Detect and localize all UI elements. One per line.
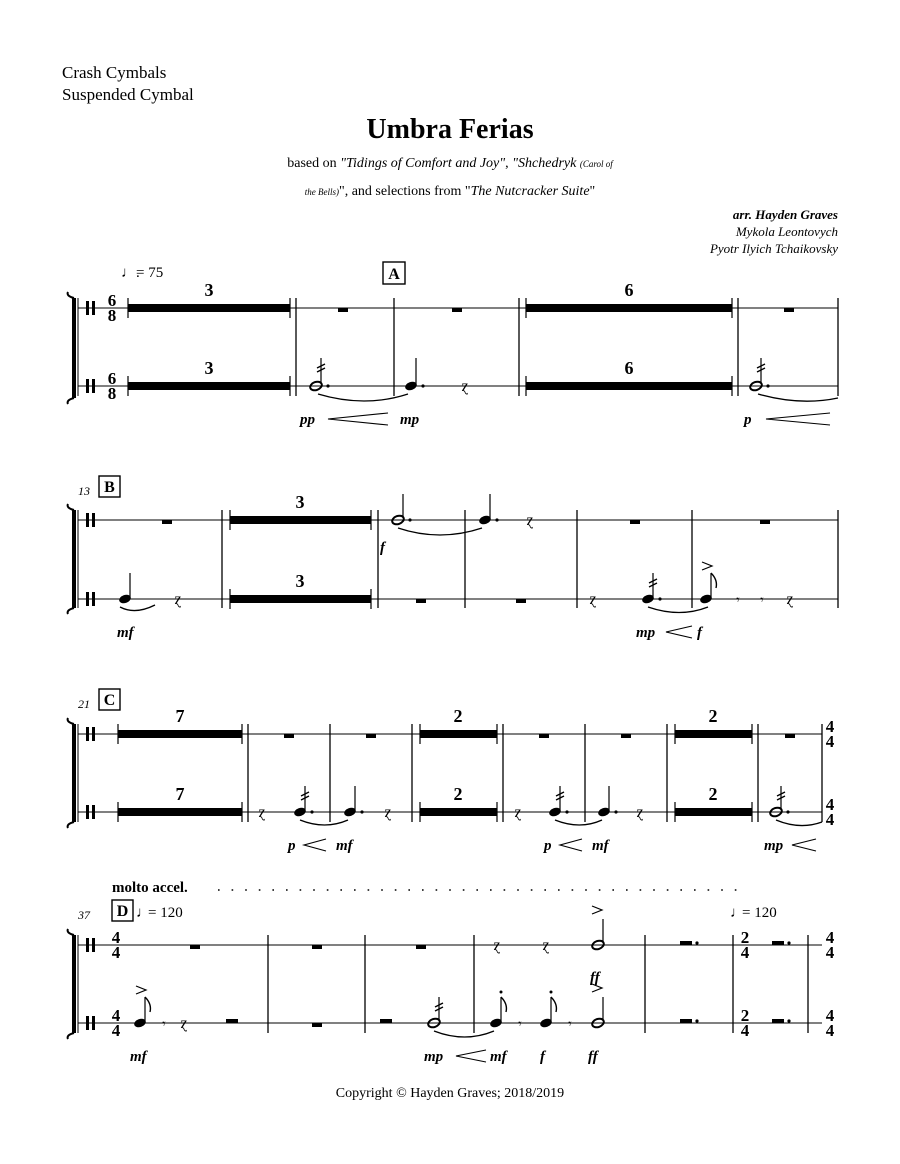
copyright: Copyright © Hayden Graves; 2018/2019: [335, 1086, 565, 1101]
svg-text:ɀ: ɀ: [174, 591, 182, 608]
svg-text:𝄾: 𝄾: [568, 1016, 572, 1031]
multirest-count: 2: [708, 784, 718, 804]
multirest-count: 2: [708, 706, 718, 726]
subtitle-piece-2-note-b: the Bells): [304, 187, 339, 197]
time-sig-num: 6: [107, 291, 117, 310]
multirest-count: 3: [204, 280, 214, 300]
time-sig-den: 8: [107, 306, 117, 325]
dynamic: mf: [130, 1049, 147, 1065]
time-sig-den: 4: [825, 732, 835, 751]
time-sig-den: 4: [111, 1021, 121, 1040]
measure-number: 13: [78, 484, 90, 498]
tempo-marking-3: = 120: [742, 905, 777, 921]
multirest-count: 3: [295, 492, 305, 512]
multirest-count: 3: [295, 571, 305, 591]
dynamic: mf: [117, 625, 134, 641]
system-2: [68, 476, 838, 641]
measure-number: 21: [78, 697, 90, 711]
subtitle-text-2: ,: [505, 156, 513, 171]
tempo-note-icon: ♩: [136, 905, 151, 921]
tempo-marking-1: = 75: [136, 265, 164, 281]
time-sig-num: 4: [825, 1006, 835, 1025]
dynamic: ff: [590, 970, 600, 986]
time-sig-den: 4: [740, 1021, 750, 1040]
tempo-note-icon: ♩: [730, 905, 745, 921]
time-sig-den: 4: [740, 943, 750, 962]
system-1: [68, 262, 838, 428]
dynamic: mp: [400, 412, 420, 428]
subtitle-piece-2: "Shchedryk: [512, 156, 580, 171]
subtitle-text-3: ", and selections from ": [338, 184, 471, 199]
dynamic: f: [540, 1049, 545, 1065]
multirest-count: 7: [175, 784, 185, 804]
multirest-count: 2: [453, 706, 463, 726]
dynamic: p: [544, 838, 552, 854]
time-sig-num: 4: [111, 1006, 121, 1025]
svg-text:ɀ: ɀ: [493, 937, 501, 954]
arranger: arr. Hayden Graves: [732, 207, 838, 222]
multirest-count: 2: [453, 784, 463, 804]
dynamic: mp: [636, 625, 656, 641]
subtitle-piece-3: The Nutcracker Suite: [470, 184, 590, 199]
svg-text:𝄾: 𝄾: [760, 592, 764, 607]
instrument-name-2: Suspended Cymbal: [62, 85, 194, 104]
time-sig-num: 4: [111, 928, 121, 947]
dynamic: pp: [300, 412, 315, 428]
rehearsal-mark-b: [99, 476, 120, 497]
multirest-bar: [128, 382, 290, 390]
svg-text:ɀ: ɀ: [514, 804, 522, 821]
rehearsal-mark-c-label: C: [103, 692, 116, 709]
dynamic: ff: [588, 1049, 598, 1065]
dynamic: mf: [490, 1049, 507, 1065]
svg-text:ɀ: ɀ: [526, 512, 534, 529]
crescendo-hairpin: [766, 413, 830, 425]
time-sig-den: 8: [107, 384, 117, 403]
time-sig-num: 4: [825, 717, 835, 736]
multirest-count: 6: [624, 280, 634, 300]
rehearsal-mark-b-label: B: [104, 479, 115, 496]
svg-text:ɀ: ɀ: [589, 591, 597, 608]
time-sig-den: 4: [825, 810, 835, 829]
time-sig-num: 4: [825, 795, 835, 814]
svg-text:𝄾: 𝄾: [736, 592, 740, 607]
subtitle-piece-1: "Tidings of Comfort and Joy": [340, 156, 506, 171]
measure-number: 37: [78, 908, 90, 922]
dynamic: mf: [592, 838, 609, 854]
subtitle-text-1: based on: [287, 156, 341, 171]
dynamic: mf: [336, 838, 353, 854]
time-sig-num: 2: [740, 1006, 750, 1025]
svg-text:ɀ: ɀ: [384, 804, 392, 821]
svg-text:𝄾: 𝄾: [162, 1016, 166, 1031]
subtitle-piece-2-note-a: (Carol of: [579, 159, 613, 169]
quarter-rest: ɀ: [461, 378, 469, 395]
svg-text:ɀ: ɀ: [542, 937, 550, 954]
instrument-name-1: Crash Cymbals: [62, 63, 167, 82]
dynamic: f: [380, 540, 385, 556]
rehearsal-mark-a: [383, 262, 405, 284]
time-sig-num: 2: [740, 928, 750, 947]
time-sig-den: 4: [825, 1021, 835, 1040]
tempo-text: molto accel.: [112, 880, 188, 896]
multirest-count: 3: [204, 358, 214, 378]
time-sig-den: 4: [825, 943, 835, 962]
subtitle-text-4: ": [589, 184, 596, 199]
dynamic: mp: [424, 1049, 444, 1065]
system-4: [68, 880, 835, 1065]
system-3: [68, 689, 835, 854]
dynamic: mp: [764, 838, 784, 854]
dynamic: p: [744, 412, 752, 428]
svg-text:ɀ: ɀ: [180, 1015, 188, 1032]
crescendo-hairpin: [328, 413, 388, 425]
multirest-bar: [526, 304, 732, 312]
svg-text:ɀ: ɀ: [786, 591, 794, 608]
page-title: Umbra Ferias: [366, 114, 534, 145]
svg-text:ɀ: ɀ: [636, 804, 644, 821]
multirest-bar: [526, 382, 732, 390]
time-sig-num: 6: [107, 369, 117, 388]
multirest-count: 6: [624, 358, 634, 378]
tempo-marking-2: = 120: [148, 905, 183, 921]
rehearsal-mark-d: [112, 900, 133, 921]
dynamic: p: [288, 838, 296, 854]
multirest-count: 7: [175, 706, 185, 726]
multirest-bar: [128, 304, 290, 312]
tempo-note-icon: ♩.: [121, 265, 140, 281]
dynamic: f: [697, 625, 702, 641]
accent-icon: [702, 562, 712, 570]
rehearsal-mark-d-label: D: [116, 903, 129, 920]
time-sig-num: 4: [825, 928, 835, 947]
rehearsal-mark-a-label: A: [388, 266, 400, 283]
composer-2: Pyotr Ilyich Tchaikovsky: [709, 241, 838, 256]
rehearsal-mark-c: [99, 689, 120, 710]
svg-text:ɀ: ɀ: [258, 804, 266, 821]
time-sig-den: 4: [111, 943, 121, 962]
svg-text:𝄾: 𝄾: [518, 1016, 522, 1031]
composer-1: Mykola Leontovych: [735, 224, 838, 239]
